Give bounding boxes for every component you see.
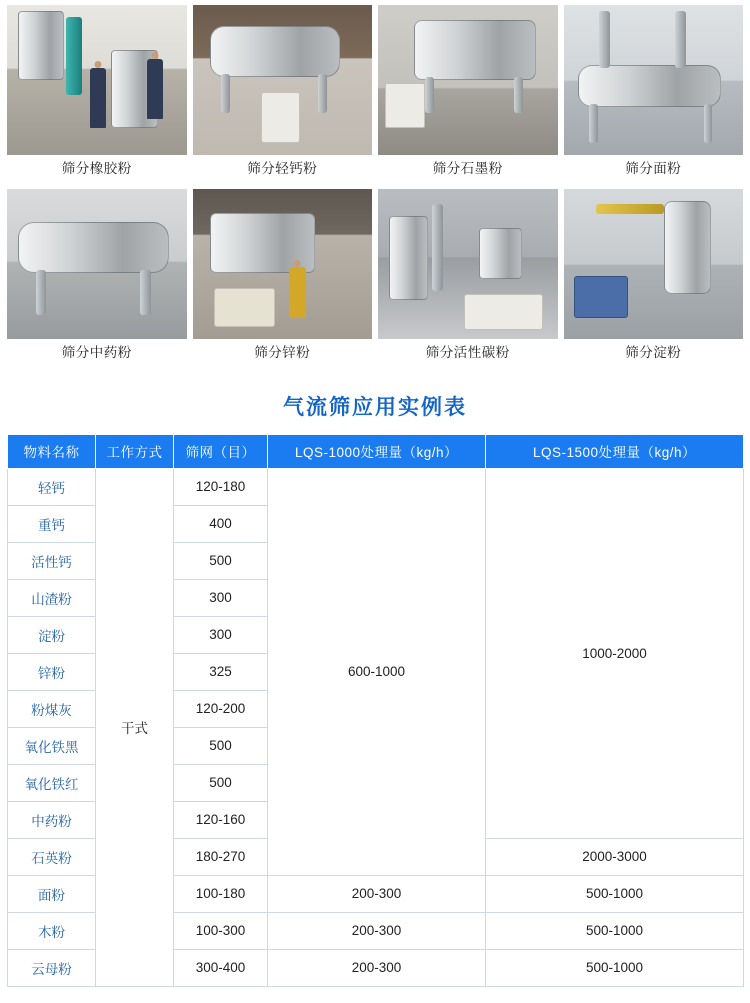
cell-material: 石英粉 (8, 838, 96, 875)
support-leg (425, 77, 434, 113)
gallery-item[interactable] (193, 189, 373, 373)
cell-material: 活性钙 (8, 542, 96, 579)
gallery-item-caption: 筛分石墨粉 (432, 161, 503, 176)
col-header-workmode: 工作方式 (96, 434, 174, 468)
cell-material: 淀粉 (8, 616, 96, 653)
gallery-item[interactable] (7, 5, 187, 189)
cell-mesh: 400 (174, 505, 268, 542)
col-header-material: 物料名称 (8, 434, 96, 468)
spec-table (7, 434, 744, 987)
hopper (479, 228, 522, 279)
cell-mesh: 120-180 (174, 468, 268, 505)
cell-capacity-1500: 500-1000 (486, 949, 744, 986)
gallery-item-caption: 筛分淀粉 (625, 344, 682, 360)
duct-pipe (675, 11, 686, 68)
cell-material: 中药粉 (8, 801, 96, 838)
machine-body (414, 20, 536, 80)
cell-mesh: 300 (174, 616, 268, 653)
stacked-bags (464, 294, 543, 330)
cell-mesh: 120-200 (174, 690, 268, 727)
product-photo[interactable] (7, 5, 187, 155)
collection-bucket (385, 83, 424, 128)
product-photo-gallery (0, 0, 750, 373)
product-photo[interactable] (378, 5, 558, 155)
cell-mesh: 300-400 (174, 949, 268, 986)
cell-capacity-1500: 500-1000 (486, 875, 744, 912)
gallery-item-caption: 筛分橡胶粉 (61, 161, 132, 176)
cell-capacity-1500: 2000-3000 (486, 838, 744, 875)
cell-mesh: 120-160 (174, 801, 268, 838)
cell-capacity-1000: 200-300 (268, 875, 486, 912)
support-leg (318, 74, 327, 113)
product-photo[interactable] (193, 5, 373, 155)
support-leg (36, 270, 47, 315)
col-header-mesh: 筛网（目） (174, 434, 268, 468)
collection-bag (214, 288, 275, 327)
cell-mesh: 500 (174, 764, 268, 801)
product-photo[interactable] (564, 189, 744, 339)
cell-work-mode: 干式 (96, 468, 174, 986)
table-title: 气流筛应用实例表 (283, 395, 467, 419)
cell-capacity-1500-group: 1000-2000 (486, 468, 744, 838)
duct-pipe (599, 11, 610, 68)
gallery-item-caption: 筛分面粉 (625, 161, 682, 176)
collection-bag (261, 92, 300, 143)
table-row (8, 468, 744, 505)
machine-body (18, 222, 169, 273)
cell-capacity-1000-group: 600-1000 (268, 468, 486, 875)
col-header-capacity-1000: LQS-1000处理量（kg/h） (268, 434, 486, 468)
product-photo[interactable] (193, 189, 373, 339)
cell-material: 重钙 (8, 505, 96, 542)
cell-mesh: 500 (174, 542, 268, 579)
cell-material: 面粉 (8, 875, 96, 912)
support-leg (704, 104, 713, 143)
operator (147, 59, 163, 119)
cell-material: 木粉 (8, 912, 96, 949)
cell-material: 氧化铁黑 (8, 727, 96, 764)
operator (90, 68, 106, 128)
cell-capacity-1500: 500-1000 (486, 912, 744, 949)
pallet (574, 276, 628, 318)
gallery-item[interactable] (378, 189, 558, 373)
product-photo[interactable] (564, 5, 744, 155)
cell-mesh: 100-180 (174, 875, 268, 912)
machine-body (210, 26, 339, 77)
cell-mesh: 100-300 (174, 912, 268, 949)
operator (289, 267, 305, 318)
cell-material: 山渣粉 (8, 579, 96, 616)
gallery-item-caption: 筛分活性碳粉 (425, 344, 510, 360)
duct-pipe (596, 204, 664, 215)
support-leg (221, 74, 230, 113)
machine-body (18, 11, 65, 80)
gallery-item-caption: 筛分锌粉 (254, 344, 311, 360)
cell-mesh: 500 (174, 727, 268, 764)
cell-mesh: 300 (174, 579, 268, 616)
col-header-capacity-1500: LQS-1500处理量（kg/h） (486, 434, 744, 468)
product-photo[interactable] (378, 189, 558, 339)
gallery-item[interactable] (193, 5, 373, 189)
gallery-item-caption: 筛分轻钙粉 (247, 161, 318, 176)
machine-body (664, 201, 711, 294)
cell-material: 云母粉 (8, 949, 96, 986)
duct-pipe (432, 204, 443, 291)
machine-body (389, 216, 428, 300)
cell-mesh: 325 (174, 653, 268, 690)
cell-capacity-1000: 200-300 (268, 949, 486, 986)
product-photo[interactable] (7, 189, 187, 339)
gallery-item-caption: 筛分中药粉 (61, 344, 132, 360)
support-leg (589, 104, 598, 143)
machine-body (578, 65, 722, 107)
cell-capacity-1000: 200-300 (268, 912, 486, 949)
gallery-item[interactable] (7, 189, 187, 373)
table-header-row (8, 434, 744, 468)
cell-mesh: 180-270 (174, 838, 268, 875)
cell-material: 锌粉 (8, 653, 96, 690)
duct-pipe (66, 17, 82, 95)
gallery-item[interactable] (564, 5, 744, 189)
gallery-item[interactable] (378, 5, 558, 189)
cell-material: 粉煤灰 (8, 690, 96, 727)
support-leg (514, 77, 523, 113)
gallery-item[interactable] (564, 189, 744, 373)
cell-material: 轻钙 (8, 468, 96, 505)
support-leg (140, 270, 151, 315)
cell-material: 氧化铁红 (8, 764, 96, 801)
